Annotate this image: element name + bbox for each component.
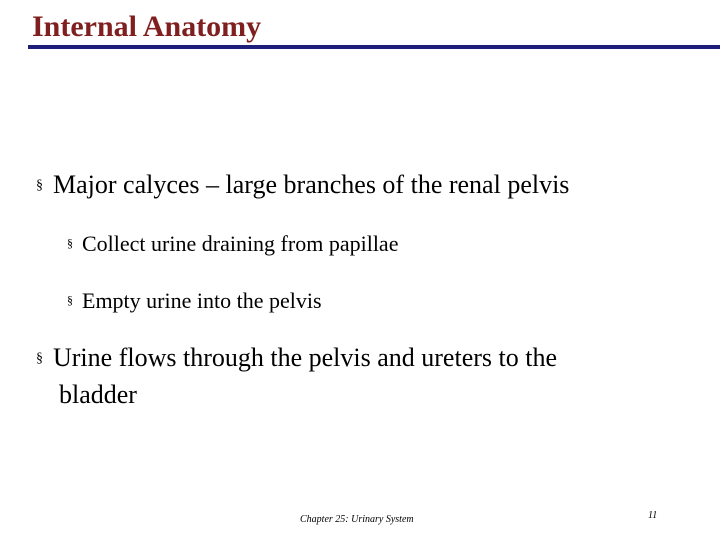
bullet-text: Urine flows through the pelvis and ureters to the (53, 343, 557, 372)
bullet-item (36, 342, 557, 375)
bullet-marker-icon: § (67, 236, 73, 250)
title-underline (28, 45, 720, 49)
sub-bullet-text: Empty urine into the pelvis (82, 288, 322, 313)
bullet-text: Major calyces – large branches of the renal pelvis (53, 170, 570, 199)
slide-footer: Chapter 25: Urinary System (300, 514, 414, 525)
bullet-text-continuation: bladder (59, 380, 137, 409)
bullet-marker-icon: § (36, 351, 43, 366)
bullet-marker-icon: § (67, 293, 73, 307)
sub-bullet-text: Collect urine draining from papillae (82, 231, 399, 256)
bullet-item (36, 169, 569, 202)
page-number: 11 (648, 510, 658, 521)
bullet-marker-icon: § (36, 178, 43, 193)
slide-title: Internal Anatomy (32, 10, 262, 43)
sub-bullet-item (67, 284, 322, 317)
sub-bullet-item (67, 227, 398, 260)
